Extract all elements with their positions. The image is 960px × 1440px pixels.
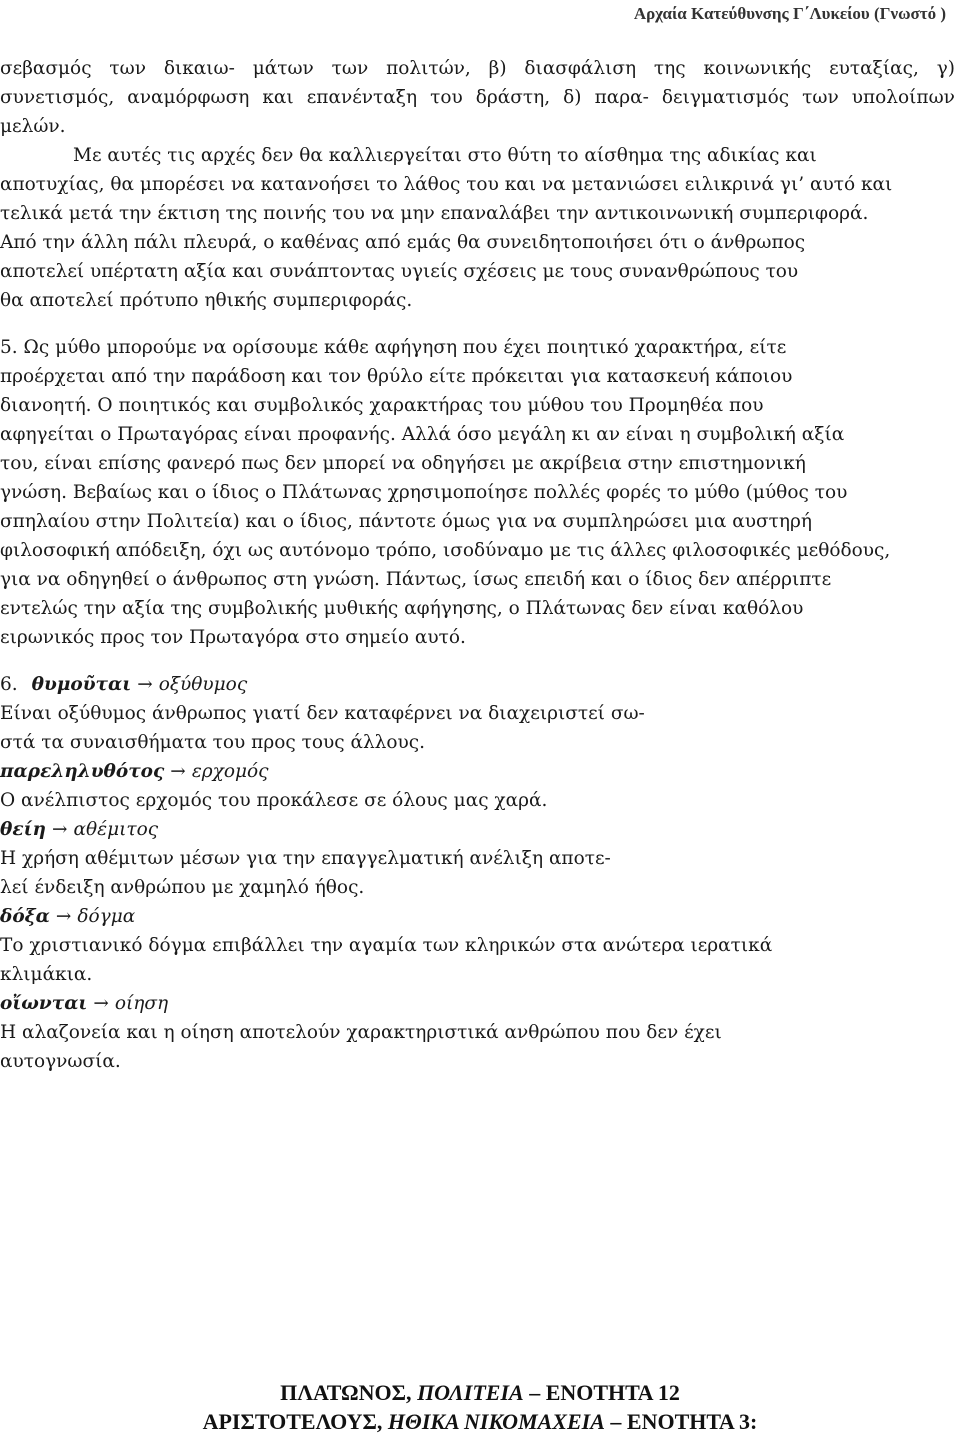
author-name: ΠΛΑΤΩΝΟΣ, xyxy=(280,1380,412,1405)
text-line: σεβασμός των δικαιω- μάτων των πολιτών, β) διασφάλιση της κοινωνικής ευταξίας, γ) xyxy=(0,58,955,79)
text-line: τελικά μετά την έκτιση της ποινής του να μην επαναλάβει την αντικοινωνική συμπεριφορά. xyxy=(0,203,869,224)
derived-word: οξύθυμος xyxy=(158,674,248,695)
example-line: κλιμάκια. xyxy=(0,964,93,985)
text-line: αποτυχίας, θα μπορέσει να κατανοήσει το λάθος του και να μετανιώσει ειλικρινά γι’ αυτό και xyxy=(0,174,893,195)
example-line: Η χρήση αθέμιτων μέσων για την επαγγελματική ανέλιξη αποτε- xyxy=(0,848,611,869)
ancient-term: δόξα xyxy=(0,906,50,927)
text-line: εντελώς την αξία της συμβολικής μυθικής αφήγησης, ο Πλάτωνας δεν είναι καθόλου xyxy=(0,598,804,619)
text-line: Με αυτές τις αρχές δεν θα καλλιεργείται στο θύτη το αίσθημα της αδικίας και xyxy=(73,145,817,166)
ancient-term: θείη xyxy=(0,819,46,840)
text-line: διανοητή. Ο ποιητικός και συμβολικός χαρακτήρας του μύθου του Προμηθέα που xyxy=(0,395,764,416)
vocab-entry-heading xyxy=(0,670,955,699)
text-line: για να οδηγηθεί ο άνθρωπος στη γνώση. Πάντως, ίσως επειδή και ο ίδιος δεν απέρριπτε xyxy=(0,569,832,590)
arrow-icon: → xyxy=(55,906,72,927)
example-line: Ο ανέλπιστος ερχομός του προκάλεσε σε όλους μας χαρά. xyxy=(0,790,548,811)
arrow-icon: → xyxy=(170,761,186,782)
example-line: αυτογνωσία. xyxy=(0,1051,121,1072)
arrow-icon: → xyxy=(52,819,68,840)
answer-5 xyxy=(0,333,955,652)
text-line: του, είναι επίσης φανερό πως δεν μπορεί να οδηγήσει με ακρίβεια στην επιστημονική xyxy=(0,453,806,474)
example-line: στά τα συναισθήματα του προς τους άλλους. xyxy=(0,732,426,753)
text-line: φιλοσοφική απόδειξη, όχι ως αυτόνομο τρόπο, ισοδύναμο με τις άλλες φιλοσοφικές μεθόδους, xyxy=(0,540,891,561)
work-title: ΠΟΛΙΤΕΙΑ xyxy=(417,1380,524,1405)
text-line: 5. Ως μύθο μπορούμε να ορίσουμε κάθε αφήγηση που έχει ποιητικό χαρακτήρα, είτε xyxy=(0,337,787,358)
derived-word: δόγμα xyxy=(77,906,136,927)
ancient-term: παρεληλυθότος xyxy=(0,761,165,782)
text-line: προέρχεται από την παράδοση και τον θρύλο είτε πρόκειται για κατασκευή κάποιου xyxy=(0,366,793,387)
text-line: Από την άλλη πάλι πλευρά, ο καθένας από εμάς θα συνειδητοποιήσει ότι ο άνθρωπος xyxy=(0,232,806,253)
derived-word: αθέμιτος xyxy=(73,819,159,840)
example-line: Είναι οξύθυμος άνθρωπος γιατί δεν καταφέρνει να διαχειριστεί σω- xyxy=(0,703,645,724)
author-name: ΑΡΙΣΤΟΤΕΛΟΥΣ, xyxy=(202,1409,383,1434)
example-line: λεί ένδειξη ανθρώπου με χαμηλό ήθος. xyxy=(0,877,365,898)
unit-label: – ΕΝΟΤΗΤΑ 3: xyxy=(610,1409,758,1434)
page-header: Αρχαία Κατεύθυνσης Γ΄Λυκείου (Γνωστό ) xyxy=(633,4,946,23)
section-title-plato xyxy=(0,1380,960,1406)
ancient-term: οἴωνται xyxy=(0,993,88,1014)
unit-label: – ΕΝΟΤΗΤΑ 12 xyxy=(529,1380,680,1405)
document-body xyxy=(0,54,955,1076)
example-line: Το χριστιανικό δόγμα επιβάλλει την αγαμία των κληρικών στα ανώτερα ιερατικά xyxy=(0,935,773,956)
section-number: 6. xyxy=(0,674,18,695)
text-line: μελών. xyxy=(0,116,66,137)
text-line: σπηλαίου στην Πολιτεία) και ο ίδιος, πάντοτε όμως για να συμπληρώσει μια αυστηρή xyxy=(0,511,812,532)
text-line: αφηγείται ο Πρωταγόρας είναι προφανής. Αλλά όσο μεγάλη κι αν είναι η συμβολική αξία xyxy=(0,424,845,445)
arrow-icon: → xyxy=(137,674,153,695)
text-line: συνετισμός, αναμόρφωση και επανένταξη του δράστη, δ) παρα- δειγματισμός των υπολοίπων xyxy=(0,87,955,108)
vocab-entry-heading xyxy=(0,902,955,931)
ancient-term: θυμοῦται xyxy=(31,674,132,695)
paragraph-justice xyxy=(0,54,955,315)
work-title: ΗΘΙΚΑ ΝΙΚΟΜΑΧΕΙΑ xyxy=(387,1409,605,1434)
derived-word: οίηση xyxy=(114,993,169,1014)
section-title-aristotle xyxy=(0,1409,960,1435)
vocab-entry-heading xyxy=(0,989,955,1018)
text-line: γνώση. Βεβαίως και ο ίδιος ο Πλάτωνας χρησιμοποίησε πολλές φορές το μύθο (μύθος του xyxy=(0,482,848,503)
text-line: ειρωνικός προς τον Πρωταγόρα στο σημείο αυτό. xyxy=(0,627,466,648)
answer-6 xyxy=(0,670,955,1076)
arrow-icon: → xyxy=(93,993,109,1014)
text-line: αποτελεί υπέρτατη αξία και συνάπτοντας υγιείς σχέσεις με τους συνανθρώπους του xyxy=(0,261,799,282)
derived-word: ερχομός xyxy=(191,761,269,782)
example-line: Η αλαζονεία και η οίηση αποτελούν χαρακτηριστικά ανθρώπου που δεν έχει xyxy=(0,1022,722,1043)
vocab-entry-heading xyxy=(0,757,955,786)
text-line: θα αποτελεί πρότυπο ηθικής συμπεριφοράς. xyxy=(0,290,413,311)
vocab-entry-heading xyxy=(0,815,955,844)
